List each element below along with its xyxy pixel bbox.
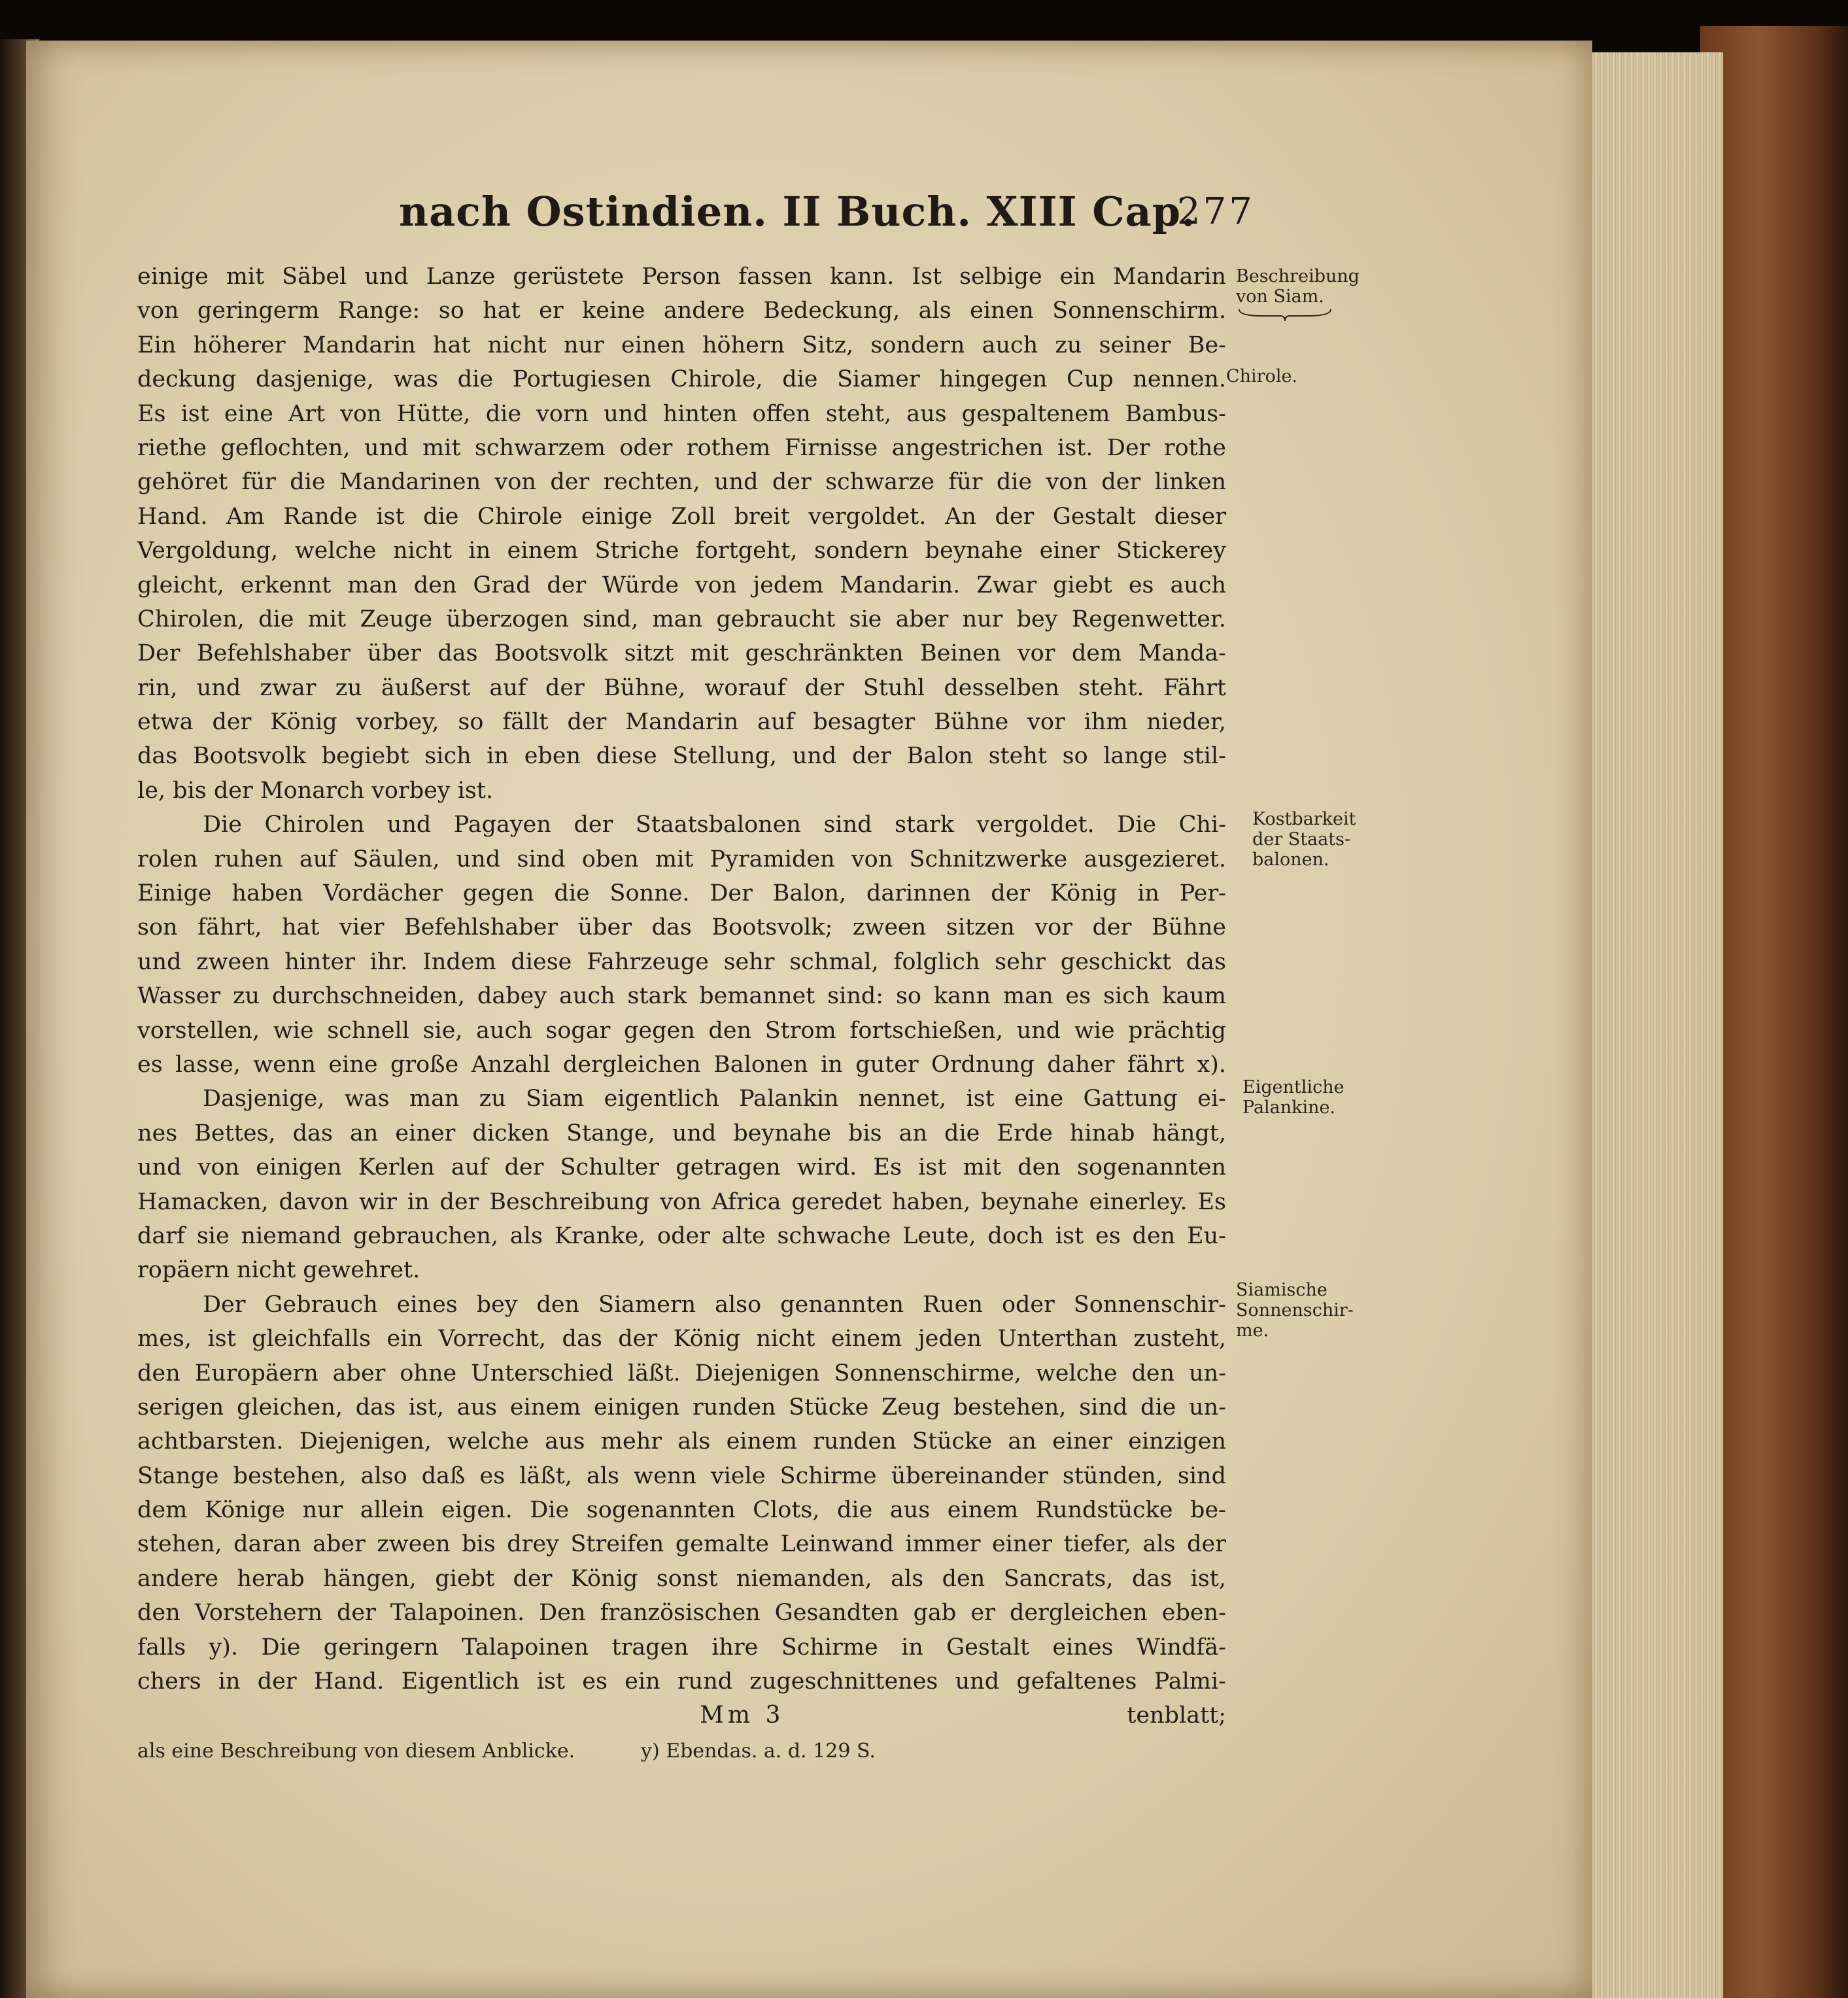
page-fore-edge (1592, 52, 1723, 1998)
signature-mark: Mm 3 (700, 1702, 785, 1729)
text-line: gleicht, erkennt man den Grad der Würde von jedem Mandarin. Zwar giebt es auch (137, 572, 1226, 598)
marginal-note-text: Palankine. (1242, 1097, 1336, 1118)
marginal-note-text: Beschreibung (1236, 266, 1360, 286)
text-line: chers in der Hand. Eigentlich ist es ein rund zugeschnittenes und gefaltenes Palmi- (137, 1668, 1226, 1695)
marginal-note-text: balonen. (1252, 850, 1329, 870)
text-line: Vergoldung, welche nicht in einem Striche fortgeht, sondern beynahe einer Stickerey (137, 538, 1226, 564)
text-line: das Bootsvolk begiebt sich in eben diese Stellung, und der Balon steht so lange stil- (137, 743, 1226, 770)
text-line: vorstellen, wie schnell sie, auch sogar gegen den Strom fortschießen, und wie prächtig (137, 1017, 1226, 1044)
text-line: deckung dasjenige, was die Portugiesen Chirole, die Siamer hingegen Cup nennen. (137, 366, 1226, 393)
text-line: von geringerm Range: so hat er keine andere Bedeckung, als einen Sonnenschirm. (137, 298, 1226, 324)
text-line: darf sie niemand gebrauchen, als Kranke, oder alte schwache Leute, doch ist es den Eu- (137, 1222, 1226, 1249)
text-line: den Vorstehern der Talapoinen. Den französischen Gesandten gab er dergleichen eben- (137, 1600, 1226, 1627)
text-line: Hand. Am Rande ist die Chirole einige Zoll breit vergoldet. An der Gestalt dieser (137, 503, 1226, 530)
text-line: den Europäern aber ohne Unterschied läßt. Diejenigen Sonnenschirme, welche den un- (137, 1360, 1226, 1387)
marginal-note-text: der Staats- (1252, 829, 1351, 850)
text-line: serigen gleichen, das ist, aus einem einigen runden Stücke Zeug bestehen, sind die un- (137, 1394, 1226, 1421)
text-line: nes Bettes, das an einer dicken Stange, und beynahe bis an die Erde hinab hängt, (137, 1120, 1226, 1146)
text-line: und von einigen Kerlen auf der Schulter getragen wird. Es ist mit den sogenannten (137, 1154, 1226, 1181)
signature-line (137, 1698, 1226, 1732)
text-line: riethe geflochten, und mit schwarzem oder rothem Firnisse angestrichen ist. Der rothe (137, 434, 1226, 461)
body-text (137, 260, 1226, 1733)
text-line: Chirolen, die mit Zeuge überzogen sind, man gebraucht sie aber nur bey Regenwetter. (137, 606, 1226, 632)
text-line: Ein höherer Mandarin hat nicht nur einen höhern Sitz, sondern auch zu seiner Be- (137, 332, 1226, 358)
text-line: andere herab hängen, giebt der König sonst niemanden, als den Sancrats, das ist, (137, 1565, 1226, 1592)
text-line: Es ist eine Art von Hütte, die vorn und hinten offen steht, aus gespaltenem Bambus- (137, 400, 1226, 427)
brace-ornament (1236, 308, 1334, 322)
text-line: und zween hinter ihr. Indem diese Fahrzeuge sehr schmal, folglich sehr geschickt das (137, 948, 1226, 975)
page-number: 277 (1177, 190, 1255, 233)
marginal-note-chirole (1226, 366, 1297, 387)
marginal-note-text: Kostbarkeit (1252, 809, 1356, 829)
marginal-note-staatsbalonen (1252, 809, 1356, 870)
marginal-note-siam (1236, 266, 1360, 322)
marginal-note-text: me. (1236, 1320, 1269, 1341)
text-line: stehen, daran aber zween bis drey Streifen gemalte Leinwand immer einer tiefer, als der (137, 1531, 1226, 1558)
text-line: Wasser zu durchschneiden, dabey auch stark bemannet sind: so kann man es sich kaum (137, 983, 1226, 1010)
text-line: mes, ist gleichfalls ein Vorrecht, das der König nicht einem jeden Unterthan zusteht, (137, 1326, 1226, 1352)
text-line: Einige haben Vordächer gegen die Sonne. Der Balon, darinnen der König in Per- (137, 880, 1226, 907)
text-line: Stange bestehen, also daß es läßt, als wenn viele Schirme übereinander stünden, sind (137, 1462, 1226, 1489)
text-line: Die Chirolen und Pagayen der Staatsbalonen sind stark vergoldet. Die Chi- (203, 812, 1226, 838)
text-line: rolen ruhen auf Säulen, und sind oben mit Pyramiden von Schnitzwerke ausgezieret. (137, 846, 1226, 872)
text-line: es lasse, wenn eine große Anzahl dergleichen Balonen in guter Ordnung daher fährt x). (137, 1051, 1226, 1078)
marginal-note-text: Chirole. (1226, 366, 1298, 387)
catchword: tenblatt; (1127, 1702, 1226, 1729)
marginal-note-text: Siamische (1236, 1280, 1327, 1300)
marginal-note-text: von Siam. (1236, 286, 1324, 307)
text-line: dem Könige nur allein eigen. Die sogenannten Clots, die aus einem Rundstücke be- (137, 1497, 1226, 1524)
text-line: gehöret für die Mandarinen von der rechten, und der schwarze für die von der linken (137, 469, 1226, 496)
running-head-title: nach Ostindien. II Buch. XIII Cap. (399, 188, 1196, 235)
text-line: Hamacken, davon wir in der Beschreibung von Africa geredet haben, beynahe einerley. Es (137, 1188, 1226, 1215)
text-line: etwa der König vorbey, so fällt der Mandarin auf besagter Bühne vor ihm nieder, (137, 709, 1226, 736)
marginal-note-sonnenschirme (1236, 1280, 1354, 1341)
text-line: einige mit Säbel und Lanze gerüstete Person fassen kann. Ist selbige ein Mandarin (137, 264, 1226, 290)
text-line: Der Befehlshaber über das Bootsvolk sitzt mit geschränkten Beinen vor dem Manda- (137, 640, 1226, 667)
marginal-note-palankine (1242, 1077, 1344, 1118)
running-head (26, 188, 1592, 247)
footnote-y: y) Ebendas. a. d. 129 S. (641, 1740, 876, 1763)
text-line: falls y). Die geringern Talapoinen tragen ihre Schirme in Gestalt eines Windfä- (137, 1634, 1226, 1661)
text-line: rin, und zwar zu äußerst auf der Bühne, worauf der Stuhl desselben steht. Fährt (137, 674, 1226, 701)
book-page (26, 41, 1592, 1998)
footnote-continuation: als eine Beschreibung von diesem Anblicke. (137, 1740, 575, 1763)
text-line: Dasjenige, was man zu Siam eigentlich Palankin nennet, ist eine Gattung ei- (203, 1086, 1226, 1112)
text-line: achtbarsten. Diejenigen, welche aus mehr als einem runden Stücke an einer einzigen (137, 1428, 1226, 1455)
marginal-note-text: Eigentliche (1242, 1077, 1344, 1097)
text-line: ropäern nicht gewehret. (137, 1257, 420, 1284)
marginal-note-text: Sonnenschir- (1236, 1300, 1354, 1320)
text-line: Der Gebrauch eines bey den Siamern also genannten Ruen oder Sonnenschir- (203, 1291, 1226, 1318)
text-line: son fährt, hat vier Befehlshaber über das Bootsvolk; zween sitzen vor der Bühne (137, 914, 1226, 941)
text-line: le, bis der Monarch vorbey ist. (137, 777, 494, 804)
